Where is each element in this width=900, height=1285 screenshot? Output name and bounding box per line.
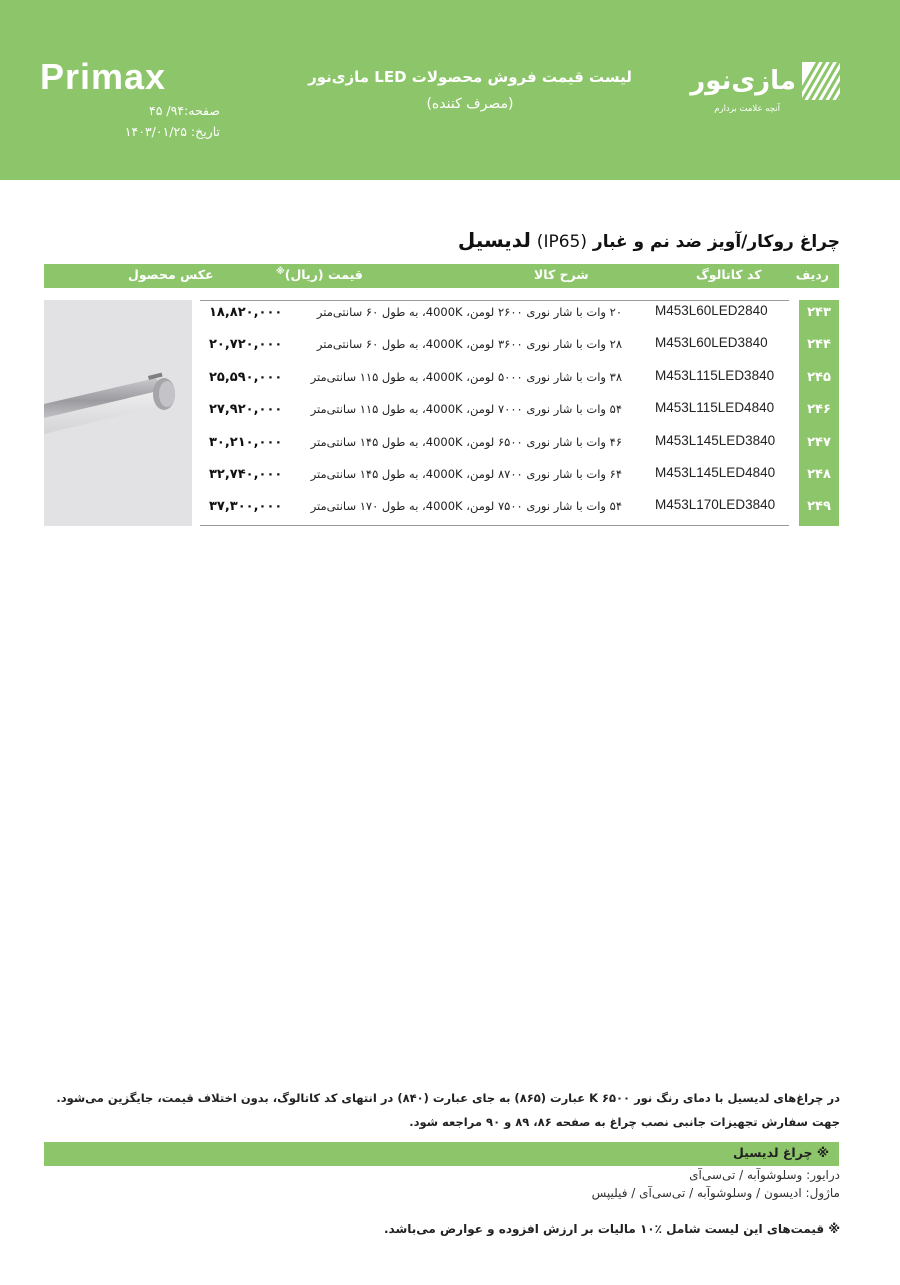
header-photo: عکس محصول <box>128 267 214 282</box>
product-photo <box>44 300 192 526</box>
header-row-number: ردیف <box>795 267 829 282</box>
row-number: ۲۴۵ <box>807 369 831 385</box>
header-catalog-code: کد کاتالوگ <box>696 267 762 282</box>
footnote-bar <box>44 1142 839 1166</box>
page-header <box>0 0 900 180</box>
header-price-label: قیمت (ریال) <box>284 267 363 283</box>
product-price: ۲۰,۷۲۰,۰۰۰ <box>209 337 283 353</box>
color-temperature-note: در چراغ‌های لدیسیل با دمای رنگ نور K ۶۵۰۰ عبارت (۸۶۵) به جای عبارت (۸۴۰) در انتهای کد کاتالوگ، بدون اختلاف قیمت، جایگزین می‌شود. <box>56 1091 840 1105</box>
row-number: ۲۴۳ <box>807 305 831 320</box>
catalog-code: M453L145LED4840 <box>655 465 776 480</box>
product-price: ۳۷,۳۰۰,۰۰۰ <box>209 499 283 515</box>
header-price-mark: ※ <box>276 267 285 277</box>
product-description: ۵۴ وات با شار نوری ۷۰۰۰ لومن، 4000K، به طول ۱۱۵ سانتی‌متر <box>310 402 622 417</box>
row-number: ۲۴۴ <box>807 337 831 353</box>
product-description: ۲۰ وات با شار نوری ۲۶۰۰ لومن، 4000K، به طول ۶۰ سانتی‌متر <box>316 305 622 319</box>
row-number: ۲۴۸ <box>807 467 831 482</box>
section-title-brand: لدیسیل <box>457 228 531 252</box>
catalog-code: M453L115LED4840 <box>655 400 775 416</box>
section-title <box>458 228 840 252</box>
driver-info: درایور: وسلوشوآبه / تی‌سی‌آی <box>689 1168 840 1182</box>
row-number-column <box>799 300 839 526</box>
logo-stripes-icon <box>802 62 840 100</box>
table-top-line <box>200 300 789 301</box>
catalog-code: M453L170LED3840 <box>655 497 776 513</box>
header-price <box>276 267 363 282</box>
row-number: ۲۴۶ <box>807 402 831 418</box>
product-description: ۵۴ وات با شار نوری ۷۵۰۰ لومن، 4000K، به طول ۱۷۰ سانتی‌متر <box>310 499 622 514</box>
product-price: ۱۸,۸۲۰,۰۰۰ <box>209 305 283 320</box>
company-logo <box>690 62 840 122</box>
brand-name: Primax <box>40 56 167 97</box>
accessories-note: جهت سفارش تجهیزات جانبی نصب چراغ به صفحه ۸۶، ۸۹ و ۹۰ مراجعه شود. <box>409 1115 840 1129</box>
product-description: ۳۸ وات با شار نوری ۵۰۰۰ لومن، 4000K، به طول ۱۱۵ سانتی‌متر <box>310 369 622 384</box>
product-description: ۶۴ وات با شار نوری ۸۷۰۰ لومن، 4000K، به طول ۱۴۵ سانتی‌متر <box>310 467 622 481</box>
catalog-code: M453L60LED3840 <box>655 335 768 351</box>
product-price: ۳۰,۲۱۰,۰۰۰ <box>209 434 283 450</box>
footnote-bar-label: ※ چراغ لدیسیل <box>732 1145 829 1160</box>
table-bottom-line <box>200 525 789 526</box>
catalog-code: M453L60LED2840 <box>655 303 768 318</box>
logo-tagline: آنچه علامت بردارم <box>714 104 780 114</box>
product-price: ۲۷,۹۲۰,۰۰۰ <box>209 402 283 418</box>
product-price: ۳۲,۷۴۰,۰۰۰ <box>209 467 283 482</box>
page-info <box>40 100 220 142</box>
row-number: ۲۴۹ <box>807 499 831 515</box>
product-description: ۴۶ وات با شار نوری ۶۵۰۰ لومن، 4000K، به طول ۱۴۵ سانتی‌متر <box>310 434 622 449</box>
product-description: ۲۸ وات با شار نوری ۳۶۰۰ لومن، 4000K، به طول ۶۰ سانتی‌متر <box>316 337 622 352</box>
catalog-code: M453L115LED3840 <box>655 367 775 383</box>
title-line-1: لیست قیمت فروش محصولات LED مازی‌نور <box>308 68 632 86</box>
section-title-prefix: چراغ روکار/آویز ضد نم و غبار <box>592 232 840 252</box>
section-title-ip: (IP65) <box>536 232 587 252</box>
module-info: ماژول: ادیسون / وسلوشوآبه / تی‌سی‌آی / فیلیپس <box>591 1186 840 1200</box>
header-description: شرح کالا <box>534 267 589 282</box>
row-number: ۲۴۷ <box>807 434 831 450</box>
luminaire-image <box>44 300 192 526</box>
catalog-code: M453L145LED3840 <box>655 432 776 448</box>
logo-wordmark: مازی‌نور <box>690 66 796 96</box>
product-price: ۲۵,۵۹۰,۰۰۰ <box>209 369 283 385</box>
title-line-2: (مصرف کننده) <box>426 96 514 112</box>
page-number: صفحه:۹۴/ ۴۵ <box>149 103 220 118</box>
vat-note: ※ قیمت‌های این لیست شامل ٪۱۰ مالیات بر ارزش افزوده و عوارض می‌باشد. <box>383 1222 840 1236</box>
price-list-title <box>250 68 690 112</box>
table-header <box>44 264 839 288</box>
date-label: تاریخ: ۱۴۰۳/۰۱/۲۵ <box>124 124 220 139</box>
